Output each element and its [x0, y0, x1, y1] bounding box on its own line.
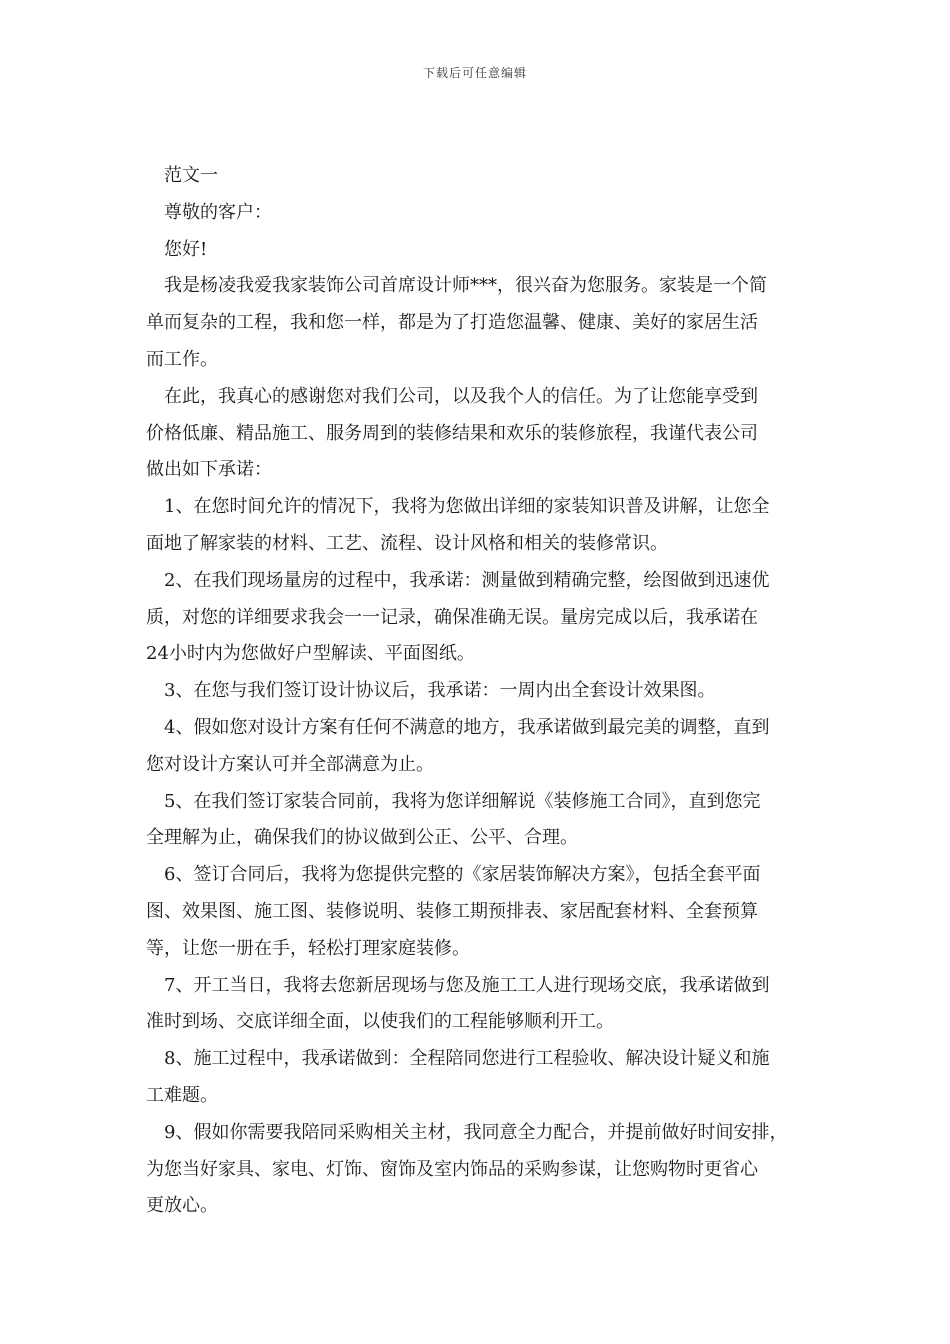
document-line: 24小时内为您做好户型解读、平面图纸。: [146, 643, 475, 665]
page-header: 下载后可任意编辑: [422, 66, 527, 80]
document-line: 价格低廉、精品施工、服务周到的装修结果和欢乐的装修旅程，我谨代表公司: [146, 422, 758, 444]
document-body: [146, 158, 810, 1225]
document-line: 9、假如你需要我陪同采购相关主材，我同意全力配合，并提前做好时间安排，: [164, 1121, 788, 1143]
document-line: 为您当好家具、家电、灯饰、窗饰及室内饰品的采购参谋，让您购物时更省心: [146, 1158, 758, 1180]
document-line: 面地了解家装的材料、工艺、流程、设计风格和相关的装修常识。: [146, 532, 668, 554]
document-line: 做出如下承诺：: [146, 459, 272, 481]
document-line: 1、在您时间允许的情况下，我将为您做出详细的家装知识普及讲解，让您全: [164, 496, 770, 518]
document-line: 您好!: [164, 238, 208, 260]
document-line: 更放心。: [146, 1195, 218, 1217]
document-line: 而工作。: [146, 348, 218, 370]
document-line: 6、签订合同后，我将为您提供完整的《家居装饰解决方案》，包括全套平面: [164, 864, 761, 886]
document-line: 4、假如您对设计方案有任何不满意的地方，我承诺做到最完美的调整，直到: [164, 716, 770, 738]
document-line: 尊敬的客户：: [164, 201, 272, 223]
document-line: 2、在我们现场量房的过程中，我承诺：测量做到精确完整，绘图做到迅速优: [164, 569, 770, 591]
document-line: 单而复杂的工程，我和您一样，都是为了打造您温馨、健康、美好的家居生活: [146, 312, 758, 334]
document-line: 等，让您一册在手，轻松打理家庭装修。: [146, 937, 470, 959]
document-line: 7、开工当日，我将去您新居现场与您及施工工人进行现场交底，我承诺做到: [164, 974, 770, 996]
document-line: 全理解为止，确保我们的协议做到公正、公平、合理。: [146, 827, 578, 849]
document-line: 在此，我真心的感谢您对我们公司，以及我个人的信任。为了让您能享受到: [164, 385, 758, 407]
document-line: 图、效果图、施工图、装修说明、装修工期预排表、家居配套材料、全套预算: [146, 900, 758, 922]
document-line: 3、在您与我们签订设计协议后，我承诺：一周内出全套设计效果图。: [164, 680, 716, 702]
document-line: 我是杨凌我爱我家装饰公司首席设计师***，很兴奋为您服务。家装是一个简: [164, 275, 767, 297]
document-line: 范文一: [164, 165, 218, 186]
document-line: 工难题。: [146, 1084, 218, 1106]
document-line: 质，对您的详细要求我会一一记录，确保准确无误。量房完成以后，我承诺在: [146, 606, 758, 628]
document-line: 准时到场、交底详细全面，以使我们的工程能够顺利开工。: [146, 1011, 614, 1033]
document-line: 5、在我们签订家装合同前，我将为您详细解说《装修施工合同》，直到您完: [164, 790, 761, 812]
document-line: 您对设计方案认可并全部满意为止。: [146, 753, 434, 775]
document-line: 8、施工过程中，我承诺做到：全程陪同您进行工程验收、解决设计疑义和施: [164, 1048, 770, 1070]
